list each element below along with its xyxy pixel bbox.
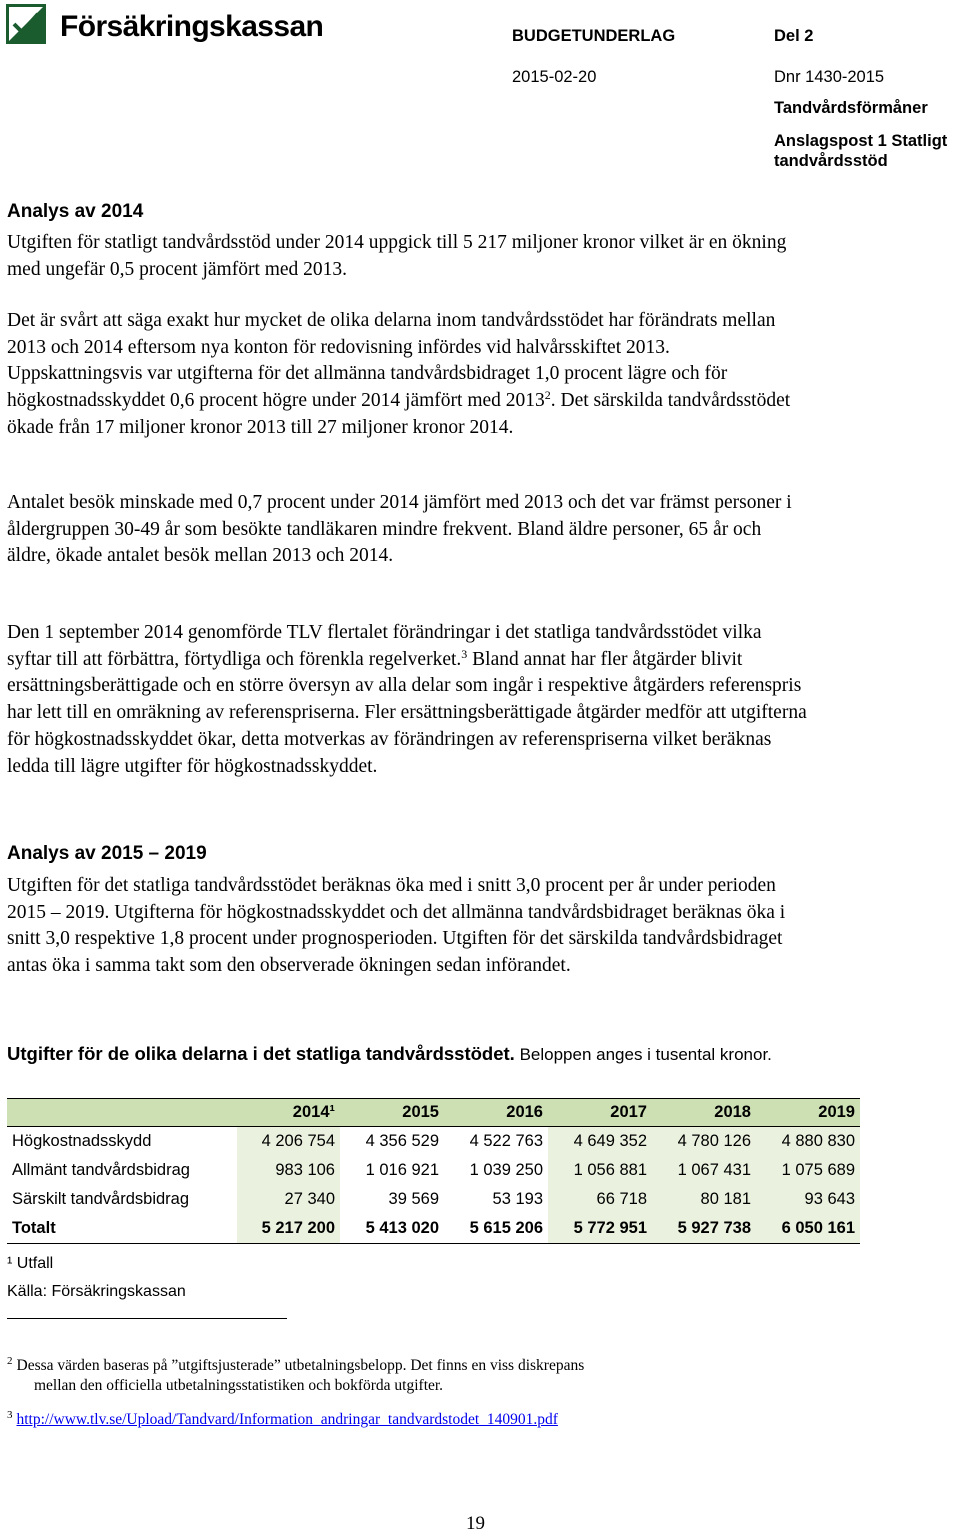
- table-row: [7, 1127, 860, 1157]
- row-label: Särskilt tandvårdsbidrag: [12, 1190, 190, 1208]
- table-cell: 4 780 126: [652, 1127, 756, 1157]
- table-total-row: [7, 1214, 860, 1244]
- table-subtitle: Beloppen anges i tusental kronor.: [519, 1045, 772, 1064]
- total-cell: 5 413 020: [340, 1214, 444, 1244]
- table-cell: 4 206 754: [237, 1127, 340, 1157]
- table-cell: 1 039 250: [469, 1161, 543, 1179]
- total-cell: 5 927 738: [652, 1214, 756, 1244]
- footnote-3-number: 3: [7, 1409, 13, 1421]
- table-cell: 1 075 689: [756, 1156, 860, 1185]
- footnote-ref-3[interactable]: 3: [461, 646, 468, 661]
- doc-dnr: Dnr 1430-2015: [774, 68, 885, 86]
- column-header: 2015: [340, 1099, 444, 1127]
- total-cell: 6 050 161: [756, 1214, 860, 1244]
- column-header: 2016: [444, 1099, 548, 1127]
- footnote-3: [7, 1404, 807, 1431]
- table-cell: 53 193: [492, 1190, 543, 1208]
- footnote-2: [7, 1350, 807, 1377]
- table-cell: 1 067 431: [652, 1156, 756, 1185]
- row-label: Allmänt tandvårdsbidrag: [12, 1161, 190, 1179]
- logo: [6, 4, 406, 50]
- table-cell: 93 643: [756, 1185, 860, 1214]
- table-cell: 1 016 921: [365, 1161, 439, 1179]
- table-source: Källa: Försäkringskassan: [7, 1283, 186, 1300]
- row-label: Högkostnadsskydd: [12, 1132, 152, 1150]
- table-cell: 39 569: [388, 1190, 439, 1208]
- column-header: 2014¹: [237, 1099, 340, 1127]
- paragraph-4: [7, 620, 807, 780]
- table-title-bold: Utgifter för de olika delarna i det statliga tandvårdsstödet.: [7, 1043, 515, 1064]
- paragraph-2-text-a: Det är svårt att säga exakt hur mycket de olika delarna inom tandvårdsstödet har förändrats mellan 2013 och 2014 eftersom nya konton för redovisning infördes vid halvårsskiftet 2013. Uppskattningsvis var utgifterna för det allmänna tandvårdsbidraget 1,0 procent lägre och för högkostnadsskyddet 0,6 procent högre under 2014 jämfört med 2013: [7, 310, 776, 412]
- total-cell: 5 217 200: [237, 1214, 340, 1244]
- footnote-2-line1: Dessa värden baseras på ”utgiftsjusterade” utbetalningsbelopp. Det finns en viss diskrepans: [16, 1357, 585, 1374]
- table-cell: 66 718: [548, 1185, 652, 1214]
- footnote-divider: [7, 1318, 287, 1319]
- table-note-utfall: ¹ Utfall: [7, 1255, 54, 1272]
- column-header: 2019: [756, 1099, 860, 1127]
- table-title: [7, 1042, 797, 1067]
- footnote-ref-2[interactable]: 2: [544, 388, 551, 403]
- table-cell: 4 649 352: [548, 1127, 652, 1157]
- logo-mark-icon: [6, 4, 46, 44]
- table-row: [7, 1185, 860, 1214]
- paragraph-5: Utgiften för det statliga tandvårdsstödet beräknas öka med i snitt 3,0 procent per år under perioden 2015 – 2019. Utgifterna för högkostnadsskyddet och det allmänna tandvårdsbidraget beräknas öka i snitt 3,0 respektive 1,8 procent under prognosperioden. Utgiften för det särskilda tandvårdsbidraget antas öka i samma takt som den observerade ökningen sedan införandet.: [7, 875, 786, 977]
- column-header: 2018: [652, 1099, 756, 1127]
- paragraph-2: [7, 308, 807, 442]
- total-cell: 5 615 206: [444, 1214, 548, 1244]
- table-cell: 27 340: [237, 1185, 340, 1214]
- doc-post-line2: tandvårdsstöd: [774, 152, 888, 170]
- expenditure-table: [7, 1098, 860, 1244]
- column-header: 2017: [548, 1099, 652, 1127]
- footnote-3-link[interactable]: http://www.tlv.se/Upload/Tandvard/Information_andringar_tandvardstodet_140901.pdf: [16, 1411, 558, 1428]
- table-cell: 80 181: [652, 1185, 756, 1214]
- doc-part: Del 2: [774, 27, 814, 45]
- paragraph-4-text-a: Den 1 september 2014 genomförde TLV flertalet förändringar i det statliga tandvårdsstödet vilka syftar till att förbättra, förtydliga och förenkla regelverket.: [7, 622, 762, 670]
- doc-area: Tandvårdsförmåner: [774, 99, 928, 117]
- table-cell: 4 356 529: [365, 1132, 439, 1150]
- table-header-row: [7, 1099, 860, 1127]
- doc-post-line1: Anslagspost 1 Statligt: [774, 132, 948, 150]
- table-cell: 1 056 881: [548, 1156, 652, 1185]
- paragraph-1: Utgiften för statligt tandvårdsstöd under 2014 uppgick till 5 217 miljoner kronor vilket är en ökning med ungefär 0,5 procent jämfört med 2013.: [7, 232, 787, 280]
- logo-text: Försäkringskassan: [60, 10, 324, 43]
- table-row: [7, 1156, 860, 1185]
- paragraph-4-text-b: Bland annat har fler åtgärder blivit ersättningsberättigade och en större översyn av alla delar som ingår i respektive åtgärders referenspris har lett till en omräkning av referenspriserna. Fler ersättningsberättigade åtgärder medför att utgifterna för högkostnadsskyddet ökar, detta motverkas av förändringen av referenspriserna vilket beräknas ledda till lägre utgifter för högkostnadsskyddet.: [7, 648, 807, 777]
- paragraph-2-text-b: . Det särskilda tandvårdsstödet ökade från 17 miljoner kronor 2013 till 27 miljoner kronor 2014.: [7, 390, 791, 438]
- heading-analys-2014: Analys av 2014: [7, 201, 144, 222]
- doc-type: BUDGETUNDERLAG: [512, 27, 676, 45]
- paragraph-3: Antalet besök minskade med 0,7 procent under 2014 jämfört med 2013 och det var främst personer i åldergruppen 30-49 år som besökte tandläkaren mindre frekvent. Bland äldre personer, 65 år och äldre, ökade antalet besök mellan 2013 och 2014.: [7, 492, 792, 567]
- total-cell: 5 772 951: [548, 1214, 652, 1244]
- heading-analys-2015-2019: Analys av 2015 – 2019: [7, 843, 207, 864]
- table-cell: 4 880 830: [756, 1127, 860, 1157]
- page-number: 19: [466, 1513, 485, 1534]
- doc-date: 2015-02-20: [512, 68, 597, 86]
- total-label: Totalt: [7, 1214, 237, 1244]
- table-header-blank: [7, 1099, 237, 1127]
- footnote-2-number: 2: [7, 1355, 13, 1367]
- table-cell: 4 522 763: [469, 1132, 543, 1150]
- footnote-2-cont: mellan den officiella utbetalningsstatistiken och bokförda utgifter.: [34, 1377, 444, 1394]
- table-cell: 983 106: [237, 1156, 340, 1185]
